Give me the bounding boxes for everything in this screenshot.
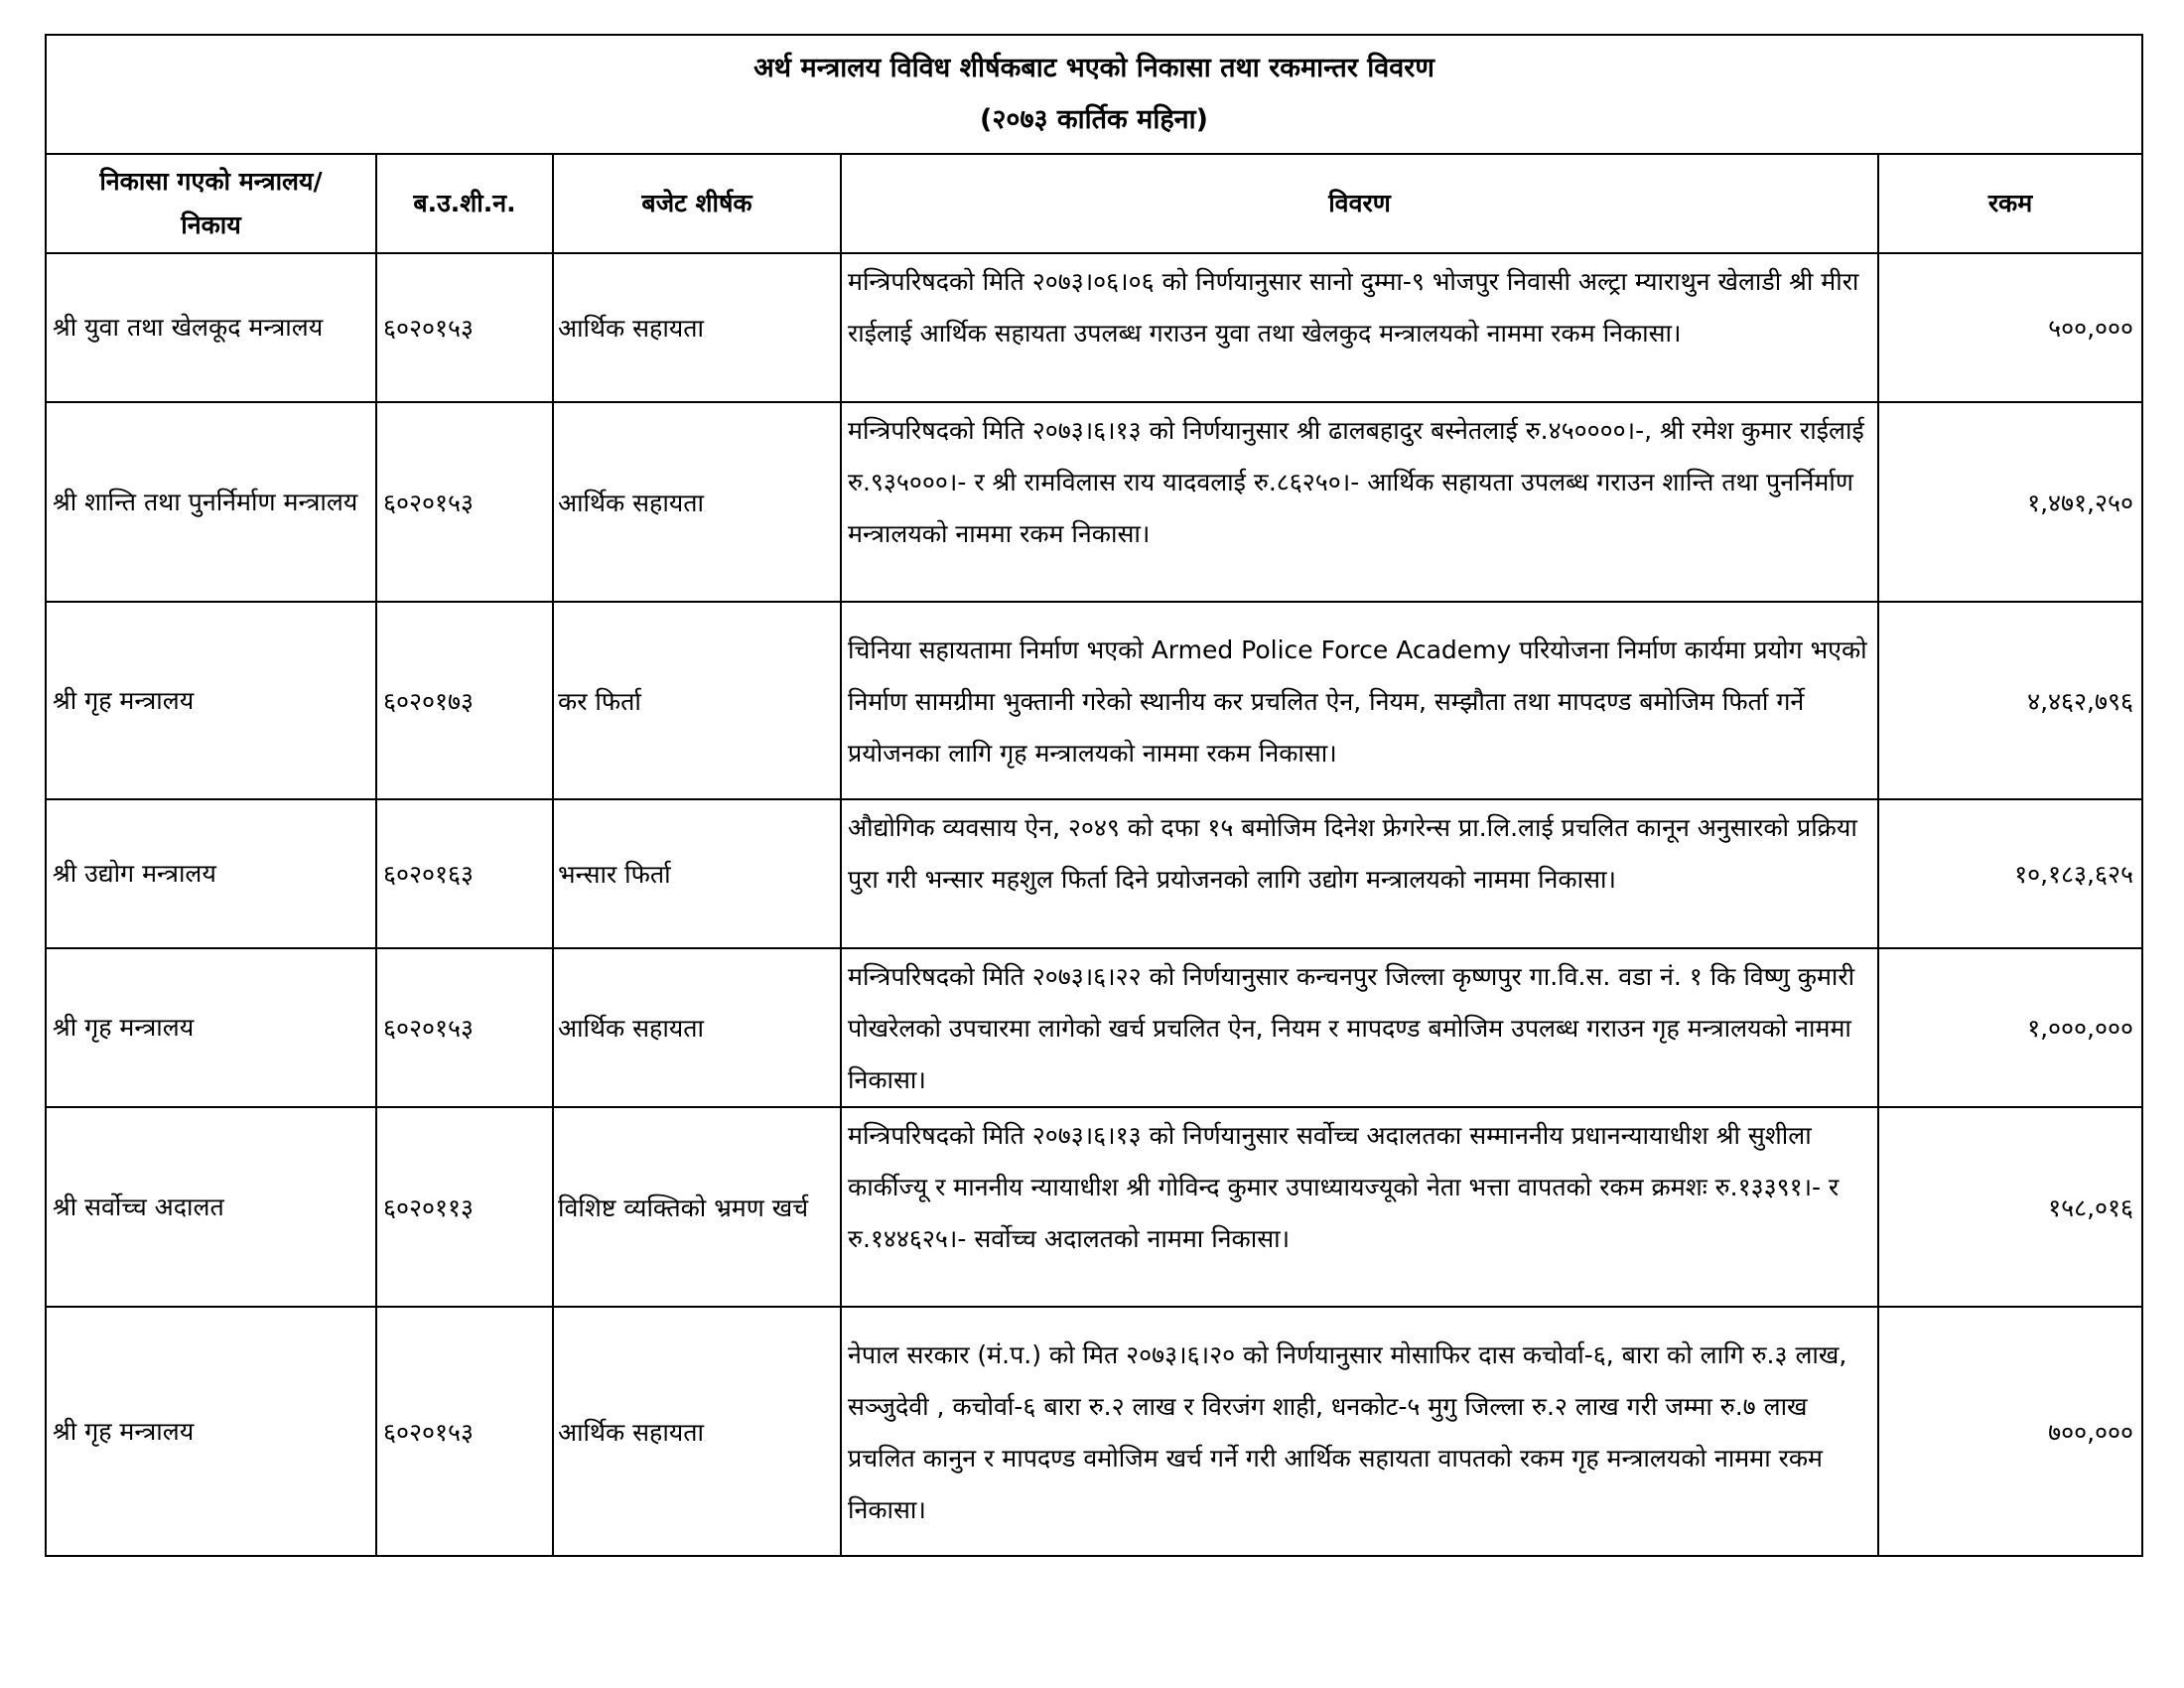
cell-description <box>841 253 1878 402</box>
cell-amount: ५००,००० <box>1878 253 2142 402</box>
cell-code: ६०२०१५३ <box>376 402 553 602</box>
title-row <box>46 35 2142 154</box>
description-text: मन्त्रिपरिषदको मिति २०७३।०६।०६ को निर्णयानुसार सानो दुम्मा-९ भोजपुर निवासी अल्ट्रा म्याराथुन खेलाडी श्री मीरा राईलाई आर्थिक सहायता उपलब्ध गराउन युवा तथा खेलकुद मन्त्रालयको नाममा रकम निकासा। <box>848 267 1859 348</box>
description-text: मन्त्रिपरिषदको मिति २०७३।६।१३ को निर्णयानुसार श्री ढालबहादुर बस्नेतलाई रु.४५००००।-, श्री रमेश कुमार राईलाई रु.९३५०००।- र श्री रामविलास राय यादवलाई रु.८६२५०।- आर्थिक सहायता उपलब्ध गराउन शान्ति तथा पुनर्निर्माण मन्त्रालयको नाममा रकम निकासा। <box>848 416 1864 548</box>
cell-amount: १५८,०१६ <box>1878 1107 2142 1307</box>
document-subtitle: (२०७३ कार्तिक महिना) <box>980 104 1208 135</box>
header-row <box>46 154 2142 253</box>
header-amount: रकम <box>1878 154 2142 253</box>
table-row <box>46 799 2142 948</box>
table-row <box>46 1107 2142 1307</box>
cell-code: ६०२०११३ <box>376 1107 553 1307</box>
cell-code: ६०२०१६३ <box>376 799 553 948</box>
description-text: औद्योगिक व्यवसाय ऐन, २०४९ को दफा १५ बमोजिम दिनेश फ्रेगरेन्स प्रा.लि.लाई प्रचलित कानून अनुसारको प्रक्रिया पुरा गरी भन्सार महशुल फिर्ता दिने प्रयोजनको लागि उद्योग मन्त्रालयको नाममा निकासा। <box>848 813 1857 894</box>
table-row <box>46 1307 2142 1556</box>
table-row <box>46 402 2142 602</box>
description-text: नेपाल सरकार (मं.प.) को मित २०७३।६।२० को निर्णयानुसार मोसाफिर दास कचोर्वा-६, बारा को लागि रु.३ लाख, सञ्जुदेवी , कचोर्वा-६ बारा रु.२ लाख र विरजंग शाही, धनकोट-५ मुगु जिल्ला रु.२ लाख गरी जम्मा रु.७ लाख प्रचलित कानुन र मापदण्ड वमोजिम खर्च गर्ने गरी आर्थिक सहायता वापतको रकम गृह मन्त्रालयको नाममा रकम निकासा। <box>848 1339 1847 1524</box>
table-row <box>46 253 2142 402</box>
cell-ministry: श्री गृह मन्त्रालय <box>46 948 376 1107</box>
disbursement-table <box>45 34 2143 1557</box>
cell-amount: ४,४६२,७९६ <box>1878 602 2142 799</box>
table-row <box>46 948 2142 1107</box>
document-title: अर्थ मन्त्रालय विविध शीर्षकबाट भएको निकासा तथा रकमान्तर विवरण <box>753 53 1434 83</box>
cell-ministry: श्री गृह मन्त्रालय <box>46 1307 376 1556</box>
cell-budget-head: कर फिर्ता <box>553 602 841 799</box>
header-ministry: निकासा गएको मन्त्रालय/निकाय <box>46 154 376 253</box>
header-description: विवरण <box>841 154 1878 253</box>
cell-budget-head: आर्थिक सहायता <box>553 948 841 1107</box>
cell-ministry: श्री युवा तथा खेलकूद मन्त्रालय <box>46 253 376 402</box>
cell-amount: १,४७१,२५० <box>1878 402 2142 602</box>
cell-code: ६०२०१५३ <box>376 1307 553 1556</box>
cell-description <box>841 602 1878 799</box>
title-cell <box>46 35 2142 154</box>
header-budget-head: बजेट शीर्षक <box>553 154 841 253</box>
cell-description <box>841 402 1878 602</box>
cell-budget-head: आर्थिक सहायता <box>553 402 841 602</box>
description-text: मन्त्रिपरिषदको मिति २०७३।६।२२ को निर्णयानुसार कन्चनपुर जिल्ला कृष्णपुर गा.वि.स. वडा नं. १ कि विष्णु कुमारी पोखरेलको उपचारमा लागेको खर्च प्रचलित ऐन, नियम र मापदण्ड बमोजिम उपलब्ध गराउन गृह मन्त्रालयको नाममा निकासा। <box>848 962 1855 1094</box>
cell-budget-head: विशिष्ट व्यक्तिको भ्रमण खर्च <box>553 1107 841 1307</box>
cell-budget-head: आर्थिक सहायता <box>553 1307 841 1556</box>
cell-description <box>841 948 1878 1107</box>
cell-description <box>841 1107 1878 1307</box>
cell-code: ६०२०१५३ <box>376 253 553 402</box>
cell-description <box>841 1307 1878 1556</box>
cell-ministry: श्री उद्योग मन्त्रालय <box>46 799 376 948</box>
description-text: चिनिया सहायतामा निर्माण भएको Armed Police Force Academy परियोजना निर्माण कार्यमा प्रयोग भएको निर्माण सामग्रीमा भुक्तानी गरेको स्थानीय कर प्रचलित ऐन, नियम, सम्झौता तथा मापदण्ड बमोजिम फिर्ता गर्ने प्रयोजनका लागि गृह मन्त्रालयको नाममा रकम निकासा। <box>848 634 1867 768</box>
cell-budget-head: आर्थिक सहायता <box>553 253 841 402</box>
cell-ministry: श्री शान्ति तथा पुनर्निर्माण मन्त्रालय <box>46 402 376 602</box>
cell-amount: ७००,००० <box>1878 1307 2142 1556</box>
description-text: मन्त्रिपरिषदको मिति २०७३।६।१३ को निर्णयानुसार सर्वोच्च अदालतका सम्माननीय प्रधानन्यायाधीश श्री सुशीला कार्कीज्यू र माननीय न्यायाधीश श्री गोविन्द कुमार उपाध्यायज्यूको नेता भत्ता वापतको रकम क्रमशः रु.१३३९१।- र रु.१४४६२५।- सर्वोच्च अदालतको नाममा निकासा। <box>848 1121 1840 1253</box>
cell-ministry: श्री गृह मन्त्रालय <box>46 602 376 799</box>
cell-code: ६०२०१७३ <box>376 602 553 799</box>
cell-budget-head: भन्सार फिर्ता <box>553 799 841 948</box>
cell-ministry: श्री सर्वोच्च अदालत <box>46 1107 376 1307</box>
cell-amount: १०,१८३,६२५ <box>1878 799 2142 948</box>
table-row <box>46 602 2142 799</box>
cell-description <box>841 799 1878 948</box>
cell-code: ६०२०१५३ <box>376 948 553 1107</box>
header-code: ब.उ.शी.न. <box>376 154 553 253</box>
cell-amount: १,०००,००० <box>1878 948 2142 1107</box>
